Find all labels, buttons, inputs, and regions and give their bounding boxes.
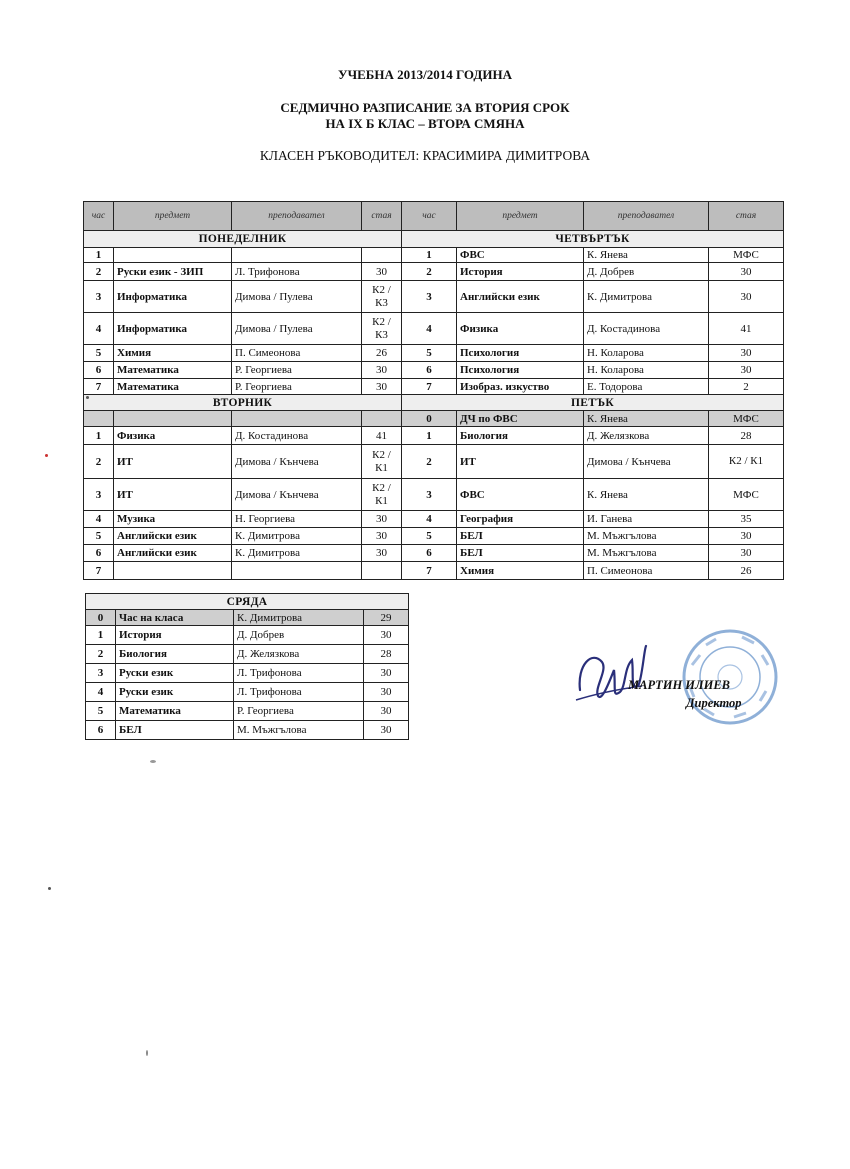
lesson-number: 4 — [84, 313, 114, 345]
lesson-subject — [114, 248, 232, 263]
lesson-subject: История — [116, 626, 234, 645]
lesson-number: 7 — [402, 562, 457, 580]
lesson-number: 3 — [84, 479, 114, 511]
table-row — [86, 626, 409, 645]
empty-cell — [84, 411, 114, 427]
lesson-teacher: Н. Георгиева — [232, 511, 362, 528]
lesson-teacher: М. Мъжгълова — [584, 545, 709, 562]
lesson-teacher: К. Димитрова — [232, 545, 362, 562]
lesson-subject: БЕЛ — [457, 545, 584, 562]
table-row — [84, 281, 784, 313]
day-header-row — [84, 395, 784, 411]
lesson-subject: Биология — [457, 427, 584, 445]
lesson-subject: География — [457, 511, 584, 528]
lesson-room: МФС — [709, 411, 784, 427]
lesson-room: 30 — [362, 263, 402, 281]
lesson-teacher — [232, 248, 362, 263]
lesson-room — [362, 562, 402, 580]
table-row — [86, 683, 409, 702]
lesson-room: 35 — [709, 511, 784, 528]
table-row — [84, 445, 784, 479]
lesson-number: 4 — [402, 313, 457, 345]
lesson-subject: Руски език — [116, 664, 234, 683]
table-row — [84, 427, 784, 445]
lesson-teacher: Р. Георгиева — [232, 379, 362, 395]
table-row — [84, 528, 784, 545]
lesson-subject: Математика — [114, 362, 232, 379]
scan-speck — [146, 1050, 148, 1056]
lesson-teacher: Л. Трифонова — [234, 683, 364, 702]
lesson-room: 28 — [364, 645, 409, 664]
lesson-subject: Математика — [116, 702, 234, 721]
lesson-room: 30 — [709, 362, 784, 379]
table-row — [84, 362, 784, 379]
lesson-number: 7 — [84, 562, 114, 580]
lesson-number: 5 — [402, 528, 457, 545]
lesson-room: К2 / К3 — [362, 313, 402, 345]
lesson-room: 41 — [362, 427, 402, 445]
table-row — [86, 610, 409, 626]
lesson-room: К2 / К1 — [362, 479, 402, 511]
lesson-number: 5 — [402, 345, 457, 362]
lesson-number: 6 — [84, 545, 114, 562]
day-header-wednesday: СРЯДА — [86, 594, 409, 610]
lesson-room: 30 — [364, 683, 409, 702]
column-header-teacher: преподавател — [584, 202, 709, 231]
column-header-subject: предмет — [457, 202, 584, 231]
lesson-subject: ФВС — [457, 479, 584, 511]
scan-speck — [48, 887, 51, 890]
lesson-number: 4 — [402, 511, 457, 528]
lesson-number: 2 — [86, 645, 116, 664]
lesson-room: 30 — [364, 664, 409, 683]
director-signature — [572, 640, 652, 710]
lesson-number: 7 — [402, 379, 457, 395]
lesson-subject: Музика — [114, 511, 232, 528]
lesson-room: МФС — [709, 248, 784, 263]
table-row — [86, 702, 409, 721]
table-row — [86, 664, 409, 683]
lesson-number: 3 — [402, 281, 457, 313]
column-header-room: стая — [709, 202, 784, 231]
lesson-number: 6 — [84, 362, 114, 379]
lesson-number: 5 — [84, 528, 114, 545]
lesson-number: 2 — [402, 263, 457, 281]
lesson-subject: Руски език — [116, 683, 234, 702]
lesson-subject: Час на класа — [116, 610, 234, 626]
lesson-room: К2 / К1 — [709, 445, 784, 479]
lesson-room: 30 — [362, 362, 402, 379]
lesson-subject: Биология — [116, 645, 234, 664]
lesson-teacher: Р. Георгиева — [234, 702, 364, 721]
table-row — [84, 345, 784, 362]
lesson-subject: Физика — [457, 313, 584, 345]
lesson-subject: Английски език — [114, 545, 232, 562]
lesson-teacher: П. Симеонова — [232, 345, 362, 362]
lesson-subject: Изобраз. изкуство — [457, 379, 584, 395]
lesson-number: 6 — [402, 362, 457, 379]
lesson-number: 0 — [402, 411, 457, 427]
lesson-subject: Химия — [457, 562, 584, 580]
lesson-teacher: И. Ганева — [584, 511, 709, 528]
lesson-teacher: Димова / Пулева — [232, 281, 362, 313]
class-teacher-line: КЛАСЕН РЪКОВОДИТЕЛ: КРАСИМИРА ДИМИТРОВА — [259, 148, 591, 163]
lesson-subject: Физика — [114, 427, 232, 445]
table-row — [84, 511, 784, 528]
lesson-number: 2 — [84, 263, 114, 281]
lesson-subject: Математика — [114, 379, 232, 395]
lesson-number: 1 — [86, 626, 116, 645]
lesson-teacher: М. Мъжгълова — [584, 528, 709, 545]
lesson-number: 6 — [86, 721, 116, 740]
director-name: МАРТИН ИЛИЕВ — [628, 678, 730, 692]
lesson-room: 29 — [364, 610, 409, 626]
day-header-row — [84, 231, 784, 248]
lesson-number: 6 — [402, 545, 457, 562]
lesson-room: К2 / К1 — [362, 445, 402, 479]
lesson-room — [362, 248, 402, 263]
day-header-row — [86, 594, 409, 610]
table-row — [84, 263, 784, 281]
empty-cell — [114, 411, 232, 427]
lesson-teacher: Д. Костадинова — [584, 313, 709, 345]
lesson-teacher: Димова / Кънчева — [232, 479, 362, 511]
school-stamp — [680, 627, 780, 727]
day-header-thursday: ЧЕТВЪРТЪК — [402, 231, 784, 248]
lesson-subject: Английски език — [114, 528, 232, 545]
lesson-number: 2 — [84, 445, 114, 479]
column-header-teacher: преподавател — [232, 202, 362, 231]
lesson-teacher: Д. Желязкова — [234, 645, 364, 664]
lesson-room: 41 — [709, 313, 784, 345]
lesson-teacher: К. Димитрова — [234, 610, 364, 626]
lesson-room: К2 / К3 — [362, 281, 402, 313]
lesson-subject: БЕЛ — [457, 528, 584, 545]
column-header-row — [84, 202, 784, 231]
lesson-subject — [114, 562, 232, 580]
day-header-friday: ПЕТЪК — [402, 395, 784, 411]
lesson-number: 7 — [84, 379, 114, 395]
lesson-room: 28 — [709, 427, 784, 445]
lesson-teacher: К. Янева — [584, 479, 709, 511]
lesson-teacher: Димова / Пулева — [232, 313, 362, 345]
lesson-room: 30 — [364, 626, 409, 645]
schedule-table-wednesday — [85, 593, 409, 740]
column-header-hour: час — [402, 202, 457, 231]
lesson-number: 0 — [86, 610, 116, 626]
lesson-teacher: К. Янева — [584, 248, 709, 263]
lesson-subject: ИТ — [114, 479, 232, 511]
lesson-room: 30 — [709, 281, 784, 313]
empty-cell — [232, 411, 362, 427]
lesson-subject: Информатика — [114, 313, 232, 345]
lesson-teacher: Р. Георгиева — [232, 362, 362, 379]
lesson-number: 3 — [86, 664, 116, 683]
lesson-subject: БЕЛ — [116, 721, 234, 740]
scan-speck — [45, 454, 48, 457]
lesson-teacher: К. Янева — [584, 411, 709, 427]
lesson-teacher: К. Димитрова — [232, 528, 362, 545]
lesson-teacher: М. Мъжгълова — [234, 721, 364, 740]
table-row — [84, 562, 784, 580]
scan-speck — [150, 760, 156, 763]
table-row — [84, 313, 784, 345]
lesson-number: 2 — [402, 445, 457, 479]
schedule-table-main — [83, 201, 784, 580]
lesson-teacher: Д. Костадинова — [232, 427, 362, 445]
lesson-subject: Руски език - ЗИП — [114, 263, 232, 281]
lesson-room: 2 — [709, 379, 784, 395]
lesson-room: 30 — [364, 721, 409, 740]
lesson-subject: ИТ — [114, 445, 232, 479]
lesson-teacher: Л. Трифонова — [232, 263, 362, 281]
lesson-teacher: Димова / Кънчева — [232, 445, 362, 479]
lesson-subject: ИТ — [457, 445, 584, 479]
column-header-hour: час — [84, 202, 114, 231]
lesson-number: 1 — [84, 427, 114, 445]
table-row — [84, 248, 784, 263]
table-row — [86, 721, 409, 740]
class-subtitle: НА IX Б КЛАС – ВТОРА СМЯНА — [325, 116, 525, 131]
lesson-number: 3 — [84, 281, 114, 313]
lesson-teacher: Л. Трифонова — [234, 664, 364, 683]
director-title: Директор — [686, 696, 742, 710]
column-header-room: стая — [362, 202, 402, 231]
scan-speck — [86, 396, 89, 399]
lesson-subject: ДЧ по ФВС — [457, 411, 584, 427]
lesson-room: 30 — [709, 263, 784, 281]
lesson-number: 1 — [402, 427, 457, 445]
lesson-room: 30 — [709, 528, 784, 545]
lesson-number: 5 — [86, 702, 116, 721]
lesson-number: 1 — [402, 248, 457, 263]
lesson-subject: Химия — [114, 345, 232, 362]
lesson-room: 30 — [709, 545, 784, 562]
lesson-teacher: Д. Добрев — [584, 263, 709, 281]
day-header-monday: ПОНЕДЕЛНИК — [84, 231, 402, 248]
lesson-teacher: К. Димитрова — [584, 281, 709, 313]
lesson-number: 3 — [402, 479, 457, 511]
day-header-tuesday: ВТОРНИК — [84, 395, 402, 411]
lesson-teacher: Е. Тодорова — [584, 379, 709, 395]
lesson-room: 30 — [709, 345, 784, 362]
lesson-teacher: Д. Желязкова — [584, 427, 709, 445]
table-row — [86, 645, 409, 664]
lesson-number: 5 — [84, 345, 114, 362]
document-year-title: УЧЕБНА 2013/2014 ГОДИНА — [338, 67, 512, 82]
empty-cell — [362, 411, 402, 427]
lesson-subject: Информатика — [114, 281, 232, 313]
lesson-subject: Психология — [457, 345, 584, 362]
lesson-room: 30 — [362, 545, 402, 562]
lesson-teacher: Н. Коларова — [584, 362, 709, 379]
lesson-room: 30 — [362, 511, 402, 528]
lesson-subject: История — [457, 263, 584, 281]
lesson-number: 4 — [84, 511, 114, 528]
lesson-number: 4 — [86, 683, 116, 702]
lesson-room: 30 — [362, 528, 402, 545]
lesson-teacher: Д. Добрев — [234, 626, 364, 645]
lesson-subject: Английски език — [457, 281, 584, 313]
lesson-teacher: П. Симеонова — [584, 562, 709, 580]
lesson-room: 30 — [364, 702, 409, 721]
lesson-teacher: Димова / Кънчева — [584, 445, 709, 479]
table-row — [84, 411, 784, 427]
lesson-subject: Психология — [457, 362, 584, 379]
lesson-room: МФС — [709, 479, 784, 511]
lesson-teacher — [232, 562, 362, 580]
table-row — [84, 379, 784, 395]
lesson-room: 30 — [362, 379, 402, 395]
lesson-number: 1 — [84, 248, 114, 263]
column-header-subject: предмет — [114, 202, 232, 231]
table-row — [84, 545, 784, 562]
lesson-teacher: Н. Коларова — [584, 345, 709, 362]
lesson-subject: ФВС — [457, 248, 584, 263]
schedule-title: СЕДМИЧНО РАЗПИСАНИЕ ЗА ВТОРИЯ СРОК — [280, 100, 570, 115]
table-row — [84, 479, 784, 511]
lesson-room: 26 — [709, 562, 784, 580]
lesson-room: 26 — [362, 345, 402, 362]
